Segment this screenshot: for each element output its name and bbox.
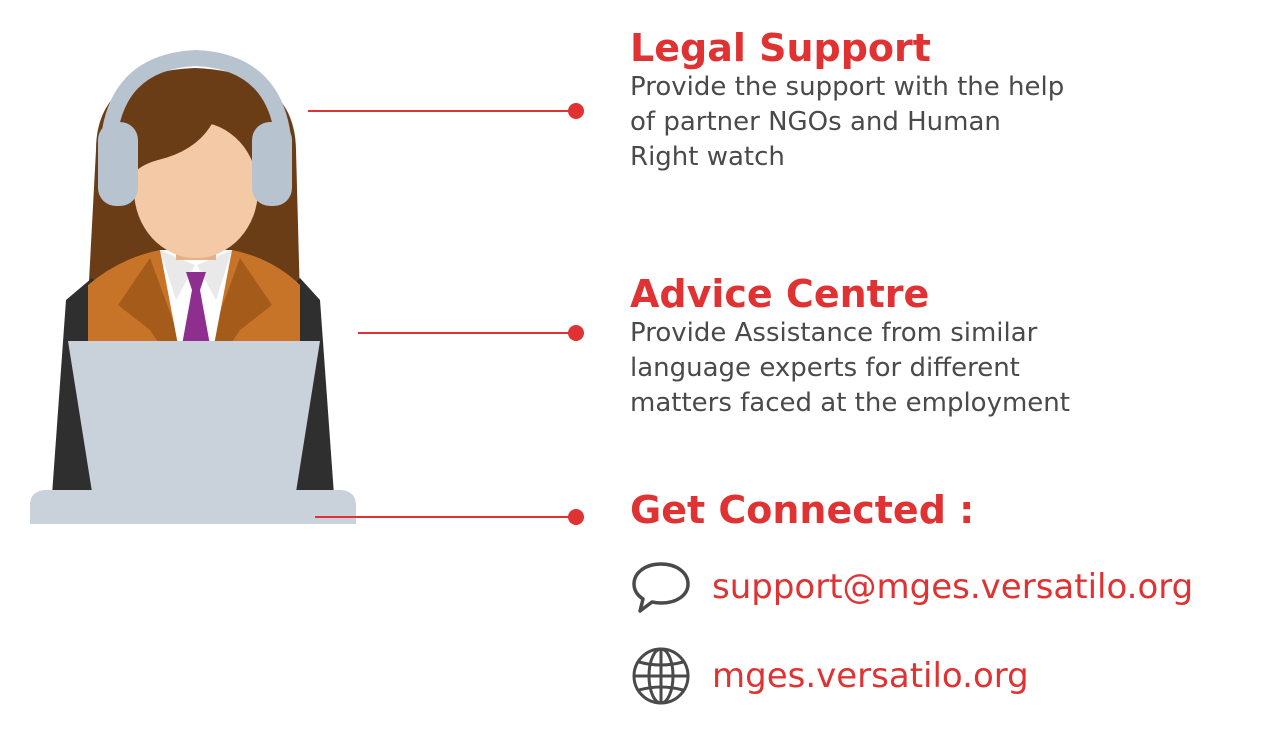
website-link[interactable]: mges.versatilo.org	[712, 656, 1029, 696]
email-link[interactable]: support@mges.versatilo.org	[712, 567, 1194, 607]
support-agent-illustration	[0, 0, 600, 733]
advice-centre-heading: Advice Centre	[630, 272, 930, 316]
speech-bubble-icon	[630, 556, 692, 618]
website-contact[interactable]	[630, 645, 1029, 707]
advice-centre-line-1: Provide Assistance from similar	[630, 318, 1038, 348]
email-contact[interactable]	[630, 556, 1193, 618]
get-connected-heading: Get Connected :	[630, 488, 975, 532]
legal-support-line-1: Provide the support with the help	[630, 72, 1065, 102]
legal-support-line-3: Right watch	[630, 142, 785, 172]
connector-dot-legal	[568, 103, 584, 119]
headset-right-cup	[252, 122, 292, 206]
laptop-screen	[68, 341, 320, 492]
advice-centre-section	[630, 272, 1250, 421]
laptop-base	[30, 490, 356, 524]
headset-left-cup	[98, 122, 138, 206]
advice-centre-line-2: language experts for different	[630, 353, 1020, 383]
advice-centre-line-3: matters faced at the employment	[630, 388, 1070, 418]
connector-dot-advice	[568, 325, 584, 341]
get-connected-section	[630, 488, 1250, 532]
legal-support-section	[630, 26, 1250, 175]
globe-icon	[630, 645, 692, 707]
legal-support-line-2: of partner NGOs and Human	[630, 107, 1001, 137]
legal-support-heading: Legal Support	[630, 26, 931, 70]
connector-dot-connect	[568, 509, 584, 525]
